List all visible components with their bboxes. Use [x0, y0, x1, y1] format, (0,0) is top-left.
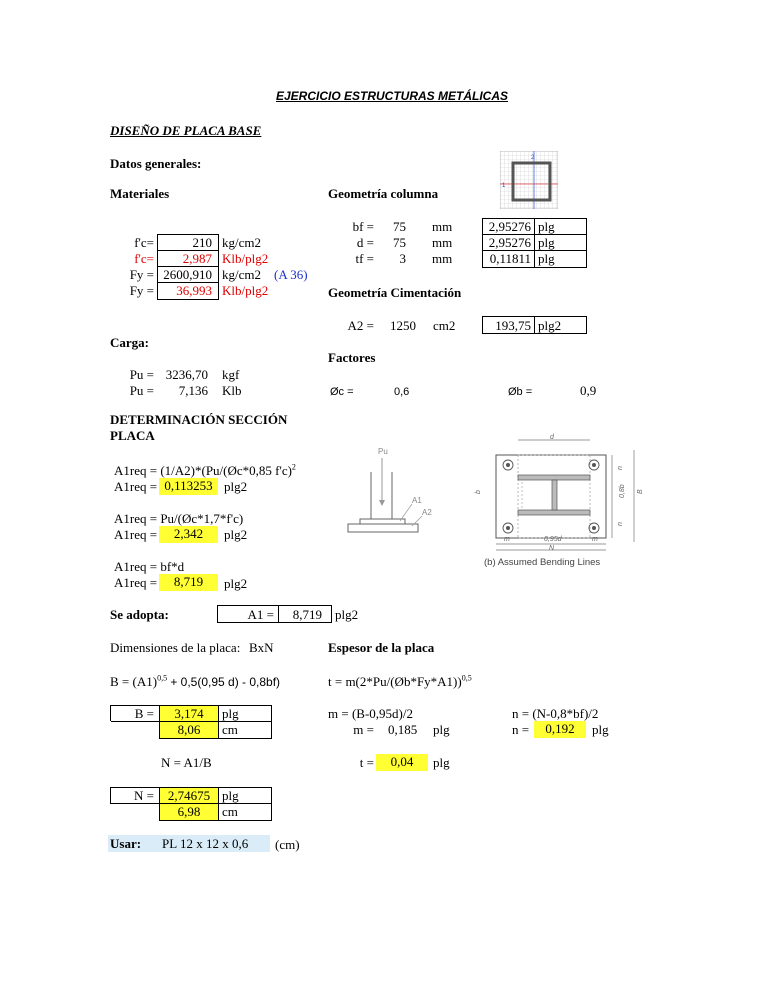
a1req-label: A1req = — [114, 575, 158, 590]
divider — [534, 316, 535, 334]
divider — [218, 787, 219, 821]
column-dim-value: 3 — [399, 251, 406, 266]
a2-unit: cm2 — [433, 318, 456, 333]
dim-n-bottom: n — [617, 522, 624, 526]
usar-unit: (cm) — [275, 837, 300, 852]
n-box-cutout — [110, 803, 159, 822]
material-label: f'c= — [134, 251, 154, 266]
column-dim-value: 75 — [393, 235, 406, 250]
material-label: Fy = — [129, 283, 154, 298]
material-unit: kg/cm2 — [222, 235, 261, 250]
dim-m-right: m — [592, 536, 598, 543]
column-dim-unit: mm — [432, 251, 453, 266]
material-value: 36,993 — [176, 283, 212, 298]
column-dim-value: 75 — [393, 219, 406, 234]
material-value: 2600,910 — [163, 267, 212, 282]
n-plg-unit: plg — [222, 788, 239, 803]
n-formula: N = A1/B — [161, 755, 212, 770]
svg-text:1: 1 — [502, 183, 506, 189]
dim-d: d — [550, 434, 554, 441]
column-dim-label: tf = — [355, 251, 374, 266]
phi-b-value: 0,9 — [580, 383, 597, 398]
geometria-columna-heading: Geometría columna — [328, 186, 439, 201]
section-title: DISEÑO DE PLACA BASE — [110, 123, 262, 138]
column-section-image — [500, 151, 558, 209]
dimensiones-label: Dimensiones de la placa: — [110, 640, 241, 655]
dim-m-left: m — [504, 536, 510, 543]
b-formula: $B = (A1)^{0,5} + 0,5(0,95$ d) - 0,8bf) — [110, 673, 281, 689]
m-unit: plg — [433, 722, 450, 737]
n-cantilever-label: n = — [512, 722, 530, 737]
load-label: Pu = — [129, 383, 154, 398]
bending-caption: (b) Assumed Bending Lines — [484, 557, 601, 568]
dim-095d: 0,95d — [544, 536, 562, 543]
dim-B: B — [637, 489, 644, 494]
a1req-result-3: 8,719 — [159, 574, 218, 591]
phi-b-label: Øb = — [508, 386, 533, 398]
material-label: f'c= — [134, 235, 154, 250]
a2-diagram-label: A2 — [422, 508, 432, 517]
load-value: 3236,70 — [165, 367, 208, 382]
divider — [534, 218, 535, 268]
a1req-label: A1req = — [114, 479, 158, 494]
m-label: m = — [353, 722, 374, 737]
bxn-label: BxN — [249, 640, 274, 655]
geometria-cimentacion-heading: Geometría Cimentación — [328, 285, 462, 300]
material-value: 2,987 — [182, 251, 212, 266]
a2-value: 1250 — [390, 318, 416, 333]
espesor-heading: Espesor de la placa — [328, 640, 435, 655]
dim-N: N — [549, 545, 555, 552]
m-formula: m = (B-0,95d)/2 — [328, 706, 413, 721]
load-unit: kgf — [222, 367, 240, 382]
a1req-formula-1: A1req = (1/A2)*(Pu/(Øc*0,85 f'c)$^2$ — [114, 462, 296, 478]
load-value: 7,136 — [178, 383, 208, 398]
material-label: Fy = — [129, 267, 154, 282]
b-plg-unit: plg — [222, 706, 239, 721]
t-value: 0,04 — [376, 754, 428, 771]
column-dim-plg-unit: plg — [538, 235, 555, 250]
a2-plg2-unit: plg2 — [538, 318, 562, 333]
material-unit: kg/cm2 — [222, 267, 261, 282]
a1req-result-2: 2,342 — [159, 526, 218, 543]
n-cm-value: 6,98 — [160, 804, 218, 820]
usar-value: PL 12 x 12 x 0,6 — [162, 836, 249, 851]
column-dim-label: bf = — [352, 219, 374, 234]
a1req-unit: plg2 — [224, 527, 248, 542]
dim-n-top: n — [617, 466, 624, 470]
adopted-area-unit: plg2 — [335, 607, 359, 622]
a1req-label: A1req = — [114, 527, 158, 542]
a2-label: A2 = — [347, 318, 374, 333]
material-value: 210 — [192, 235, 212, 250]
b-box-cutout-edge — [110, 721, 111, 739]
document-title: EJERCICIO ESTRUCTURAS METÁLICAS — [276, 89, 509, 103]
adopted-area-label: A1 = — [247, 607, 274, 622]
phi-c-label: Øc = — [330, 386, 354, 398]
material-unit: Klb/plg2 — [222, 283, 269, 298]
steel-grade-note: (A 36) — [274, 267, 308, 282]
n-cm-unit: cm — [222, 804, 238, 819]
b-cm-unit: cm — [222, 722, 238, 737]
load-unit: Klb — [222, 383, 242, 398]
a1req-unit: plg2 — [224, 576, 248, 591]
column-dim-plg: 2,95276 — [488, 219, 531, 234]
material-unit: Klb/plg2 — [222, 251, 269, 266]
determinacion-heading-line2: PLACA — [110, 428, 155, 443]
a2-plg2-value: 193,75 — [495, 318, 531, 333]
materiales-heading: Materiales — [110, 186, 170, 201]
column-dim-plg: 2,95276 — [488, 235, 531, 250]
a1req-formula-3: A1req = bf*d — [114, 559, 185, 574]
n-plg-value: 2,74675 — [160, 788, 218, 803]
datos-generales-heading: Datos generales: — [110, 156, 202, 171]
column-dim-plg-unit: plg — [538, 251, 555, 266]
m-value: 0,185 — [388, 722, 418, 737]
se-adopta-heading: Se adopta: — [110, 607, 169, 622]
b-label: B = — [134, 706, 154, 721]
t-unit: plg — [433, 755, 450, 770]
pu-label: Pu — [378, 447, 388, 456]
dim-08b: 0,8b — [619, 484, 626, 498]
column-dim-plg-unit: plg — [538, 219, 555, 234]
a1req-result-1: 0,113253 — [159, 478, 218, 495]
n-cantilever-value: 0,192 — [534, 721, 586, 738]
b-box-cutout — [110, 721, 159, 739]
column-dim-label: d = — [356, 235, 374, 250]
load-diagram — [342, 442, 444, 542]
dim-bf: b — [475, 490, 482, 494]
phi-c-value: 0,6 — [394, 386, 410, 398]
a1req-formula-2: A1req = Pu/(Øc*1,7*f'c) — [114, 511, 244, 526]
a1req-unit: plg2 — [224, 479, 248, 494]
t-label: t = — [359, 755, 374, 770]
svg-text:2: 2 — [531, 155, 535, 161]
a1-label: A1 — [412, 496, 422, 505]
column-dim-unit: mm — [432, 219, 453, 234]
n-cantilever-unit: plg — [592, 722, 609, 737]
divider — [278, 605, 279, 623]
b-cm-value: 8,06 — [160, 722, 218, 738]
n-cantilever-formula: n = (N-0,8*bf)/2 — [512, 706, 599, 721]
determinacion-heading-line1: DETERMINACIÓN SECCIÓN — [110, 412, 288, 427]
usar-label: Usar: — [110, 836, 142, 851]
t-formula: t = m(2*Pu/(Øb*Fy*A1))$^{0,5}$ — [328, 673, 472, 689]
n-label: N = — [134, 788, 154, 803]
column-dim-unit: mm — [432, 235, 453, 250]
adopted-area-value: 8,719 — [292, 607, 322, 622]
bending-lines-diagram — [466, 430, 656, 572]
divider — [218, 705, 219, 739]
column-dim-plg: 0,11811 — [489, 251, 531, 266]
b-plg-value: 3,174 — [160, 706, 218, 721]
load-label: Pu = — [129, 367, 154, 382]
carga-heading: Carga: — [110, 335, 149, 350]
factores-heading: Factores — [328, 350, 376, 365]
